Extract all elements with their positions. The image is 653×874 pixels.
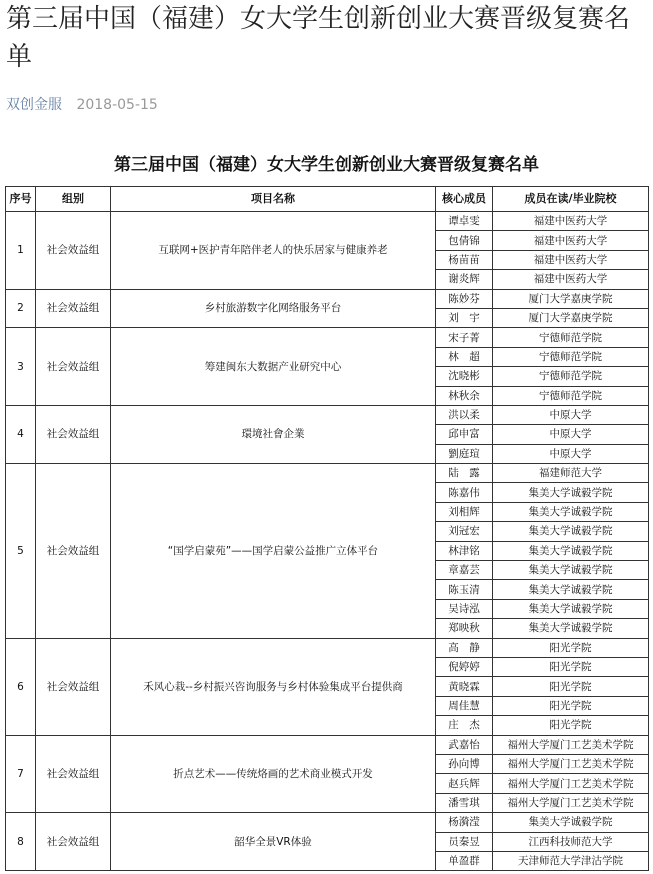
cell-group: 社会效益组	[36, 212, 111, 290]
cell-group: 社会效益组	[36, 289, 111, 328]
cell-school: 集美大学诚毅学院	[493, 541, 649, 560]
author-link[interactable]: 双创金服	[6, 97, 62, 113]
cell-member: 林津铭	[436, 541, 493, 560]
cell-member: 高 静	[436, 638, 493, 657]
cell-school: 集美大学诚毅学院	[493, 580, 649, 599]
header-project: 项目名称	[111, 187, 436, 212]
cell-school: 宁德师范学院	[493, 367, 649, 386]
roster-body	[6, 212, 649, 871]
cell-no: 4	[6, 405, 36, 463]
cell-school: 中原大学	[493, 405, 649, 424]
cell-school: 宁德师范学院	[493, 347, 649, 366]
cell-group: 社会效益组	[36, 328, 111, 406]
cell-no: 8	[6, 813, 36, 871]
table-row	[6, 813, 649, 832]
cell-project: 折点艺术——传统烙画的艺术商业模式开发	[111, 735, 436, 813]
cell-project: 韶华全景VR体验	[111, 813, 436, 871]
cell-member: 黄晓霖	[436, 677, 493, 696]
cell-school: 福建中医药大学	[493, 231, 649, 250]
cell-school: 福建师范大学	[493, 464, 649, 483]
cell-member: 刘 宇	[436, 308, 493, 327]
table-row	[6, 212, 649, 231]
cell-school: 集美大学诚毅学院	[493, 522, 649, 541]
cell-no: 3	[6, 328, 36, 406]
cell-member: 刘相辉	[436, 502, 493, 521]
cell-school: 集美大学诚毅学院	[493, 599, 649, 618]
cell-member: 宋子菁	[436, 328, 493, 347]
cell-group: 社会效益组	[36, 405, 111, 463]
cell-member: 杨苗苗	[436, 250, 493, 269]
cell-member: 章嘉芸	[436, 561, 493, 580]
header-group: 组别	[36, 187, 111, 212]
table-heading: 第三届中国（福建）女大学生创新创业大赛晋级复赛名单	[114, 155, 539, 175]
cell-school: 集美大学诚毅学院	[493, 619, 649, 638]
article-meta	[6, 94, 158, 114]
cell-member: 庄 杰	[436, 716, 493, 735]
cell-school: 阳光学院	[493, 677, 649, 696]
cell-project: 互联网+医护青年陪伴老人的快乐居家与健康养老	[111, 212, 436, 290]
table-row	[6, 289, 649, 308]
cell-member: 赵兵辉	[436, 774, 493, 793]
cell-member: 武嘉怡	[436, 735, 493, 754]
cell-project: 乡村旅游数字化网络服务平台	[111, 289, 436, 328]
cell-school: 厦门大学嘉庚学院	[493, 308, 649, 327]
table-header-row	[6, 187, 649, 212]
header-no: 序号	[6, 187, 36, 212]
header-school: 成员在读/毕业院校	[493, 187, 649, 212]
cell-school: 福建中医药大学	[493, 270, 649, 289]
cell-school: 福州大学厦门工艺美术学院	[493, 754, 649, 773]
cell-member: 郑映秋	[436, 619, 493, 638]
cell-school: 中原大学	[493, 425, 649, 444]
cell-project: 筹建闽东大数据产业研究中心	[111, 328, 436, 406]
cell-member: 林秋余	[436, 386, 493, 405]
cell-school: 福州大学厦门工艺美术学院	[493, 793, 649, 812]
cell-project: “国学启蒙苑”——国学启蒙公益推广立体平台	[111, 464, 436, 639]
cell-no: 7	[6, 735, 36, 813]
cell-group: 社会效益组	[36, 464, 111, 639]
cell-school: 福州大学厦门工艺美术学院	[493, 735, 649, 754]
cell-school: 集美大学诚毅学院	[493, 483, 649, 502]
article-title: 第三届中国（福建）女大学生创新创业大赛晋级复赛名单	[6, 4, 631, 72]
cell-member: 林 超	[436, 347, 493, 366]
table-row	[6, 464, 649, 483]
cell-member: 陈玉清	[436, 580, 493, 599]
cell-no: 6	[6, 638, 36, 735]
cell-member: 单盈群	[436, 851, 493, 870]
cell-school: 中原大学	[493, 444, 649, 463]
cell-school: 阳光学院	[493, 638, 649, 657]
cell-member: 劉庭瑄	[436, 444, 493, 463]
cell-school: 宁德师范学院	[493, 386, 649, 405]
cell-member: 倪婷婷	[436, 657, 493, 676]
cell-member: 洪以柔	[436, 405, 493, 424]
cell-school: 阳光学院	[493, 696, 649, 715]
cell-member: 周佳慧	[436, 696, 493, 715]
table-row	[6, 735, 649, 754]
table-row	[6, 405, 649, 424]
cell-school: 集美大学诚毅学院	[493, 502, 649, 521]
cell-member: 谭卓雯	[436, 212, 493, 231]
cell-member: 孙向博	[436, 754, 493, 773]
cell-member: 潘雪琪	[436, 793, 493, 812]
cell-school: 福建中医药大学	[493, 212, 649, 231]
cell-group: 社会效益组	[36, 813, 111, 871]
table-row	[6, 328, 649, 347]
cell-school: 宁德师范学院	[493, 328, 649, 347]
cell-school: 集美大学诚毅学院	[493, 561, 649, 580]
cell-school: 福建中医药大学	[493, 250, 649, 269]
cell-school: 阳光学院	[493, 657, 649, 676]
cell-project: 環境社會企業	[111, 405, 436, 463]
cell-member: 刘冠宏	[436, 522, 493, 541]
cell-member: 陈妙芬	[436, 289, 493, 308]
cell-no: 1	[6, 212, 36, 290]
cell-no: 2	[6, 289, 36, 328]
cell-school: 集美大学诚毅学院	[493, 813, 649, 832]
cell-member: 包倩锦	[436, 231, 493, 250]
header-member: 核心成员	[436, 187, 493, 212]
cell-school: 阳光学院	[493, 716, 649, 735]
cell-member: 沈晓彬	[436, 367, 493, 386]
cell-project: 禾风心栽--乡村振兴咨询服务与乡村体验集成平台提供商	[111, 638, 436, 735]
cell-no: 5	[6, 464, 36, 639]
cell-school: 福州大学厦门工艺美术学院	[493, 774, 649, 793]
cell-member: 员秦昱	[436, 832, 493, 851]
cell-group: 社会效益组	[36, 735, 111, 813]
cell-school: 江西科技师范大学	[493, 832, 649, 851]
cell-group: 社会效益组	[36, 638, 111, 735]
publish-date: 2018-05-15	[76, 97, 158, 113]
cell-school: 厦门大学嘉庚学院	[493, 289, 649, 308]
cell-member: 谢炎辉	[436, 270, 493, 289]
cell-school: 天津师范大学津沽学院	[493, 851, 649, 870]
table-row	[6, 638, 649, 657]
cell-member: 吴诗泓	[436, 599, 493, 618]
roster-table	[5, 186, 649, 871]
cell-member: 陆 露	[436, 464, 493, 483]
cell-member: 邱申富	[436, 425, 493, 444]
cell-member: 陈嘉伟	[436, 483, 493, 502]
cell-member: 杨漪滢	[436, 813, 493, 832]
